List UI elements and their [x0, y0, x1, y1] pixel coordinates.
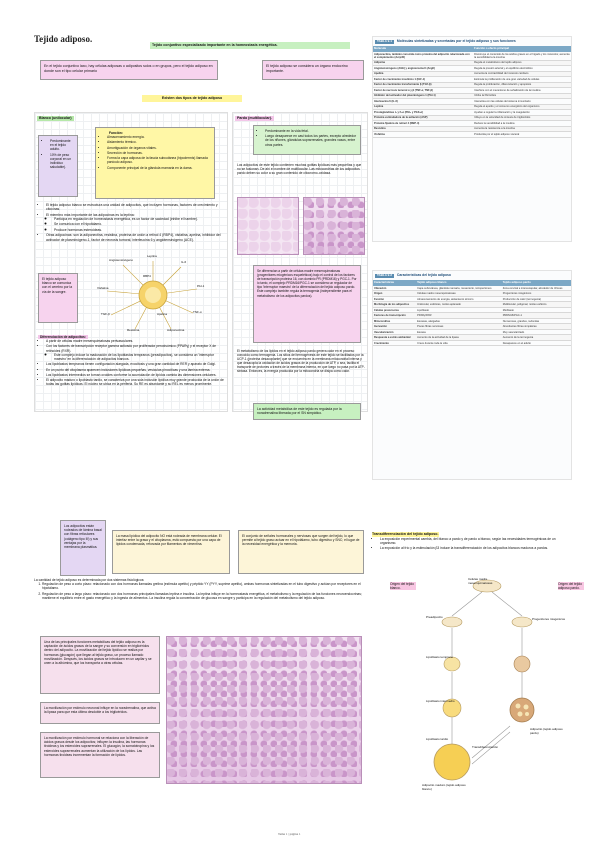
diferenciacion-point: • Los lipoblastos tempranos tienen configuración alargada, exocitosis y una gran cantidad de RER y aparato de Golgi.: [46, 362, 226, 366]
table-cell: Reduce la sensibilidad a la insulina: [473, 121, 571, 127]
trans-label: Adipocito maduro (tejido adiposo blanco): [422, 783, 466, 791]
table-cell: Mioblasto: [502, 307, 571, 313]
table-cell: Factor de necrosis tumoral α y β (TNF-α, TNF-β): [373, 88, 473, 94]
table-cell: Interfiere con el mecanismo de señalización de la insulina: [473, 88, 571, 94]
diferenciacion-point: • A partir de células madre mesenquimatosas perivasculares.: [46, 339, 226, 343]
blanco-point: • Otras adipocinas: son la adiponectina, resistina, proteína de unión a retinol 4 (RBP4), visfatina, apelina, inhibidor del activador de plasminógeno-1, factor de necrosis tumoral, interleucina 6 y angiotensinógeno (ACE).: [46, 233, 223, 242]
leptina-sub: ◦ Se comunica con el hipotálamo.: [54, 222, 223, 226]
table-cell: Respuesta a estrés ambiental: [373, 335, 416, 341]
pardo-points-box: [253, 125, 361, 155]
table-cell: Regula el metabolismo del tejido adiposo: [473, 60, 571, 66]
table-row: [373, 132, 571, 138]
metabolismo-box: Una de las principales funciones metabólicas del tejido adiposo es la captación de ácidos grasos de la sangre y su conversión en triglicéridos dentro del adipocito. La movilización del tejido lipídico se realiza por hormonas (glucagón) que llegan al tejido graso, un proceso llamado movilización. Después, los ácidos grasos se introducen en un capilar y se unen a la albúmina, que los transporta a otras células.: [40, 636, 160, 694]
table-cell: Producción de calor (termogenia): [502, 296, 571, 302]
mature-white-adipocyte-icon: [434, 744, 470, 780]
table-cell: Ayudan a regular la inflamación y la coagulación: [473, 110, 571, 116]
diagram-label: Apelina: [157, 312, 168, 316]
table-cell: Adipsina: [373, 60, 473, 66]
table-cell: Disminuye el contenido de los ácidos grasos en el hígado y los músculos; aumenta la sensibilidad a la insulina: [474, 52, 570, 59]
trans-label: Células madre mesenquimatosas: [468, 577, 493, 585]
regulacion-item: 1. Regulación de peso a corto plazo: relacionado con dos hormonas llamadas grelina (estimula apetito) y péptido YY (PYY, suprime apetito), ambas hormonas sintetizadas en el tubo digestivo y actúan por receptores en el hipotálamo.: [42, 582, 366, 590]
table-cell: Apelina: [373, 71, 473, 77]
table-cell: Regula la proliferación, diferenciación y apoptosis: [473, 82, 571, 88]
diferenciacion-point: • El adipocito maduro o lipoblasto tardío, se caracteriza por una sola inclusión lipídica muy grande producida de la unión de todas las gotitas lipídicas. El núcleo se ubica en la periferia. Su RE es abundante y su REL es menos prominente.: [46, 378, 226, 386]
diagram-label: Visfatina: [97, 286, 109, 290]
bottom-right-box: El conjunto de señales hormonales y nerviosas que surgen del tejido, lo que permite al tejido graso actuar en el hipotálamo, tubo digestivo y SNC; el lugar de la necesidad energética y la memoria.: [238, 530, 364, 574]
hormonal-box: La movilización por estímulo hormonal se relaciona con la liberación de ácidos grasos desde los adipocitos; influyen la insulina, las hormonas tiroideas y los esteroides suprarrenales. El glucagón, la somatotropina y los esteroides suprarrenales aumentan la utilización de los lípidos. Las hormonas tiroideas incrementan la formación de lípidos.: [40, 732, 160, 778]
tabla2-header: Tejido adiposo pardo: [502, 280, 571, 286]
diagram-label: Angiotensinógeno: [109, 258, 134, 262]
tabla1-header: Molécula: [373, 46, 473, 52]
table-cell: Ubicación: [373, 286, 416, 291]
blanco-label: Blanco (unilocular): [39, 116, 72, 120]
blanco-funciones-box: [95, 127, 215, 199]
diagram-label: PAI-1: [197, 284, 205, 288]
trans-label: Lipoblasto tardío: [426, 737, 449, 741]
table-cell: Angiotensinógeno (AGE) y angiotensina II (AngII): [373, 66, 473, 72]
table-cell: PRDM16/PGC-1: [502, 313, 571, 319]
diferenciacion-point: • Con los factores de transcripción receptor gamma activado por proliferador peroxisómico (PPARγ) y el receptor X de retinoides (RXR). ◦ Este complejo induce la maduración de los lipoblastos tempranos (preadipocitos), se considera un 'interruptor maestro' en la diferenciación de adipocitos blancos.: [46, 344, 226, 361]
intro-right-box: El tejido adiposo se considera un órgano endocrino importante.: [262, 60, 364, 80]
table-cell: Crece durante toda la vida: [416, 340, 502, 346]
table-cell: Zona cervical e interescapular, alrededor de riñones: [502, 286, 571, 291]
table-cell: Factores de transcripción: [373, 313, 416, 319]
table-cell: Interactúa con las células del sistema inmunitario: [473, 99, 571, 105]
adipokine-diagram: [97, 255, 209, 335]
tabla2-header: Características: [373, 280, 416, 286]
table-cell: PPARγ/RXR: [416, 313, 502, 319]
diagram-label: Resistina: [127, 328, 140, 332]
table-cell: Unilocular, esféricas, núcleo aplanado: [416, 302, 502, 308]
origen-pardo-label: Origen del tejido adiposo pardo.: [558, 582, 583, 591]
brown-adipocyte-icon: [510, 698, 534, 722]
diagram-label: IL-6: [181, 260, 187, 264]
tabla1-table: [373, 46, 571, 137]
table-cell: Regula la presión arterial y el equilibrio electrolítico: [473, 66, 571, 72]
table-cell: Interleucina 6 (IL-6): [373, 99, 473, 105]
table-cell: Progenitores miogénicos: [502, 291, 571, 297]
table-cell: Influye en la velocidad de síntesis de triglicéridos: [473, 115, 571, 121]
table-cell: Pocas fibras nerviosas: [416, 324, 502, 330]
table-cell: Aumenta la contractilidad del músculo cardíaco: [473, 71, 571, 77]
table-cell: Resistina: [373, 126, 473, 132]
table-cell: Prostaglandinas I₂ y F₂α (PGI₂ y PGF₂α): [373, 110, 473, 116]
table-cell: Visfatina: [373, 132, 473, 138]
table-cell: Factor de crecimiento transformante β (TGF-β): [373, 82, 473, 88]
table-cell: Proteína estimuladora de la acilación (ASP): [373, 115, 473, 121]
table-cell: Aumento de la termogenia: [502, 335, 571, 341]
trans-label: Preadipocito: [426, 615, 443, 619]
diagram-label: RBP4: [143, 274, 151, 278]
table-cell: Multilocular, poligonal, núcleo esférico: [502, 302, 571, 308]
tabla2-header: Tejido adiposo blanco: [416, 280, 502, 286]
table-cell: Muy vascularizado: [502, 329, 571, 335]
table-cell: Morfología de los adipocitos: [373, 302, 416, 308]
table-cell: Crecimiento: [373, 340, 416, 346]
bottom-mid-box: La masa lipídica del adipocito NO está rodeada de membrana celular. El interfaz entre la grasa y el citoplasma, está compuesta por una capa de lípidos condensada, reforzada por filamentos de vimentina.: [112, 530, 230, 574]
bottom-left-box: Los adipocitos están rodeados de lámina basal con fibras reticulares (colágeno tipo III) y sus ventajas por la membrana plasmática.: [60, 520, 106, 576]
table-cell: Escasas, alargadas: [416, 318, 502, 324]
table-cell: Mitocondrias: [373, 318, 416, 324]
table-cell: Estimula la proliferación de una gran variedad de células: [473, 77, 571, 83]
table-row: [373, 52, 571, 60]
tabla2-title: Características del tejido adiposo: [396, 273, 452, 277]
page-title: Tejido adiposo.: [34, 34, 93, 44]
table-cell: Numerosas, grandes, redondas: [502, 318, 571, 324]
leptina-sub: ◦ Participa en regulación de homeostasis energética, es un factor de saciedad (inhibe el hambre).: [54, 217, 223, 221]
diagram-label: Adiponectina: [167, 328, 185, 332]
diagram-label: TGF-β: [101, 312, 110, 316]
tabla1-number: TABLA 9-1: [377, 39, 392, 43]
table-cell: Regula el apetito y el consumo energético del organismo: [473, 104, 571, 110]
transdiferenciacion-point: • La exposición experimental cambia, del blanco a pardo y de pardo a blanco, según las necesidades termogénicas de un organismo.: [380, 537, 572, 545]
table-cell: Células precursoras: [373, 307, 416, 313]
table-cell: Inervación: [373, 324, 416, 330]
blanco-point: • El miembro más importante de las adipocinas es la leptina: ◦ Participa en regulación de homeostasis energética, es un factor de saciedad (inhibe el hambre). ◦ Se comunica con el hipotálamo. ◦ Produce hormonas esteroideas.: [46, 213, 223, 232]
table-cell: Adiponectina, también conocida como proteína del adipocito relacionada con el complemento (Acrp30): [373, 52, 473, 60]
origen-blanco-label: Origen del tejido blanco.: [390, 582, 415, 591]
table-cell: Factor de crecimiento insulínico 1 (IGF-1): [373, 77, 473, 83]
pardo-origen-box: Se diferencian a partir de células madre mesenquimatosas (progenitores miogénicos esqueléticos) bajo el control de los factores de transcripción proteína 16, con dominio PR (PRDM16) y PGC-1. Por lo tanto, el complejo PRDM16/PGC-1 se considera un regulador de tipo 'interruptor maestro' de la diferenciación del tejido adiposo pardo. Este complejo también regula la termogenia (independiente para el metabolismo de los adipocitos pardos).: [253, 265, 361, 343]
intro-left-box: En el tejido conjuntivo laxo, hay células adiposas o adipositos solos o en grupos, pero el tejido adiposo en donde son el tipo celular primario: [40, 60, 218, 80]
pardo-desc: Los adipocitos de este tejido contienen muchas gotitas lipídicas más pequeñas y que no se fusionan. De ahí el nombre de multilocular. Las mitocondrias de los adipocitos pardo deben su color a su gran contenido de citocromo-oxidasa.: [237, 163, 362, 176]
pardo-label: Pardo (multilocular).: [237, 116, 272, 120]
blanco-side-note: El tejido adiposo blanco se comunica con el cerebro por la vía de la sangre.: [38, 273, 78, 323]
table-cell: Función: [373, 296, 416, 302]
pardo-section: [232, 112, 368, 416]
diferenciacion-point: • En un punto del citoplasma aparecen inclusiones lipídicas pequeñas, vesículas pinocíticas y una lámina externa.: [46, 368, 226, 372]
funciones-label: Función:: [109, 131, 123, 135]
table-cell: Células madre mesenquimatosas: [416, 291, 502, 297]
diagram-label: TNF-α: [193, 310, 202, 314]
white-adipose-histology-image: [166, 636, 362, 784]
regulacion-item: 2. Regulación de peso a largo plazo: relacionado con dos hormonas principales llamadas leptina e insulina. La leptina influye en la homeostasis energética, el metabolismo y la regulación de las funciones neuroendocrinas; mantiene el equilibrio entre el gasto energético y la ingesta de alimentos. La insulina regula la concentración de glucosa en sangre y participa en la regulación del metabolismo del tejido adiposo.: [42, 592, 366, 600]
pardo-termogenia: El metabolismo de los lípidos en el tejido adiposo pardo genera calor en el proceso conocido como termogenia. Los sitios del termogénesis de este tejido se facilitados por la UCP-1 (proteína desacoplante) que se encuentra en la membrana mitocondrial interna y que desacopla la oxidación de ácidos grasos de la producción de ATP, o sea, facilita el transporte de protones a través de la membrana interna, en que luego no pasa por la ATP-sintasa. Entonces, la energía producida por la mitocondria se disipa como calor.: [237, 349, 365, 374]
tabla2-table: [373, 280, 571, 346]
blanco-points: [38, 203, 223, 243]
funcion-item: • Amortiguación de órganos vitales.: [107, 146, 211, 150]
blanco-section: [34, 112, 228, 412]
table-cell: Almacenamiento de energía, aislamiento térmico: [416, 296, 502, 302]
diferenciacion-label: Diferenciación de adipocitos:: [40, 335, 86, 339]
adipokine-diagram-svg: [97, 255, 209, 335]
table-cell: Producida por el tejido adiposo visceral: [473, 132, 571, 138]
blanco-side-box: [38, 135, 78, 197]
header-subtitle: Tejido conjuntivo especializado importante en la homeostasis energética.: [150, 42, 350, 49]
blanco-side-point: • Predominante en el tejido adulto.: [50, 139, 74, 152]
pardo-actividad: La actividad metabólica de este tejido es regulada por la noradrenalina liberada por el SN simpático.: [253, 403, 361, 420]
blanco-side-point: • 10% de peso corporal en un individuo saludable).: [50, 153, 74, 170]
pardo-point: • Luego desaparece en casi todos los partes, excepto alrededor de los riñones, glándulas suprarrenales, grandes vasos, entre otros partes.: [265, 134, 357, 147]
transdiferenciacion-section: [372, 532, 583, 798]
table-cell: Proteína fijadora de retinol 4 (RBP-4): [373, 121, 473, 127]
trans-label: Progenitores miogénicos: [532, 617, 566, 621]
regulacion-intro: La cantidad de tejido adiposo es determinada por dos sistemas fisiológicos:: [34, 578, 145, 582]
table-cell: Aumenta la resistencia a la insulina: [473, 126, 571, 132]
table-cell: Leptina: [373, 104, 473, 110]
table-cell: Inhibe la fibrinólisis: [473, 93, 571, 99]
trans-label: Lipoblasto intermedio: [426, 699, 455, 703]
trans-label: Lipoblasto temprano: [426, 655, 454, 659]
myogenic-progenitor-icon: [512, 617, 532, 627]
regulacion-section: [34, 578, 366, 601]
funcion-item: • Secreción de hormonas.: [107, 151, 211, 155]
transdiferenciacion-diagram-svg: [412, 576, 562, 796]
table-row: [373, 340, 571, 346]
tabla1-title: Moléculas sintetizadas y secretadas por el tejido adiposo y sus funciones: [396, 39, 516, 43]
table-cell: Inhibidor del activador del plasminógeno 1 (PAI-1): [373, 93, 473, 99]
diagram-label: Leptina: [147, 254, 157, 258]
tabla2-number: TABLA 9-2: [377, 273, 392, 277]
leptina-sub: ◦ Produce hormonas esteroideas.: [54, 228, 223, 232]
trans-label: Adipocito (tejido adiposo pardo): [530, 727, 563, 735]
page-footer: Tema 1 | página 1: [278, 832, 301, 836]
funcion-item: • Forma la capa adiposa de la fascia subcutánea (hipodermis) llamada panículo adiposo.: [107, 156, 211, 164]
pardo-point: • Predominante en la vida fetal.: [265, 129, 357, 133]
trans-label: Transdiferenciación: [472, 745, 499, 749]
tabla1: [372, 36, 572, 242]
table-cell: Lipoblasto: [416, 307, 502, 313]
diferenciacion-point: • Los lipoblastos intermedios se tornan ovoides conforme la acumulación de lípidos cambia las dimensiones celulares.: [46, 373, 226, 377]
types-banner: Existen dos tipos de tejido adiposo: [142, 95, 242, 102]
transdiferenciacion-point: • La exposición al frío y la estimulación β3 induce la transdiferenciación de los adipocitos blancos maduros a pardos.: [380, 546, 572, 550]
funcion-item: • Aislamiento térmico.: [107, 140, 211, 144]
diferenciacion-sub: ◦ Este complejo induce la maduración de los lipoblastos tempranos (preadipocitos), se considera un 'interruptor maestro' en la diferenciación de adipocitos blancos.: [54, 353, 226, 361]
transdiferenciacion-title: Transdiferenciación del tejido adiposo.: [372, 532, 439, 536]
movilizacion-box: La movilización por estímulo neuronal influye en la noradrenalina, que activa la lipasa para que esta última desdoble a los triglicéridos.: [40, 702, 160, 724]
table-cell: Desaparece en el adulto: [502, 340, 571, 346]
diferenciacion-section: [38, 335, 226, 387]
funcion-item: • Componente principal de la glándula mamaria en la dama.: [107, 166, 211, 170]
table-cell: Vascularización: [373, 329, 416, 335]
pardo-histology-image: [237, 197, 299, 255]
tabla2: [372, 270, 572, 480]
table-cell: Escasa: [416, 329, 502, 335]
table-cell: Capa subcutánea, glándula mamaria, mesenterio, retroperitoneo: [416, 286, 502, 291]
table-cell: Abundantes fibras simpáticas: [502, 324, 571, 330]
table-cell: Aumento de la actividad de la lipasa: [416, 335, 502, 341]
tabla1-header: Función o efecto principal: [473, 46, 571, 52]
pardo-histology-image-2: [303, 197, 365, 255]
table-cell: Origen: [373, 291, 416, 297]
blanco-point: • El tejido adiposo blanco se estructura una unidad de adipocitos, que incluyen hormonas, factores de crecimiento y citocinas.: [46, 203, 223, 212]
brown-precursor-icon: [514, 656, 530, 672]
funcion-item: • Almacenamiento energía.: [107, 135, 211, 139]
